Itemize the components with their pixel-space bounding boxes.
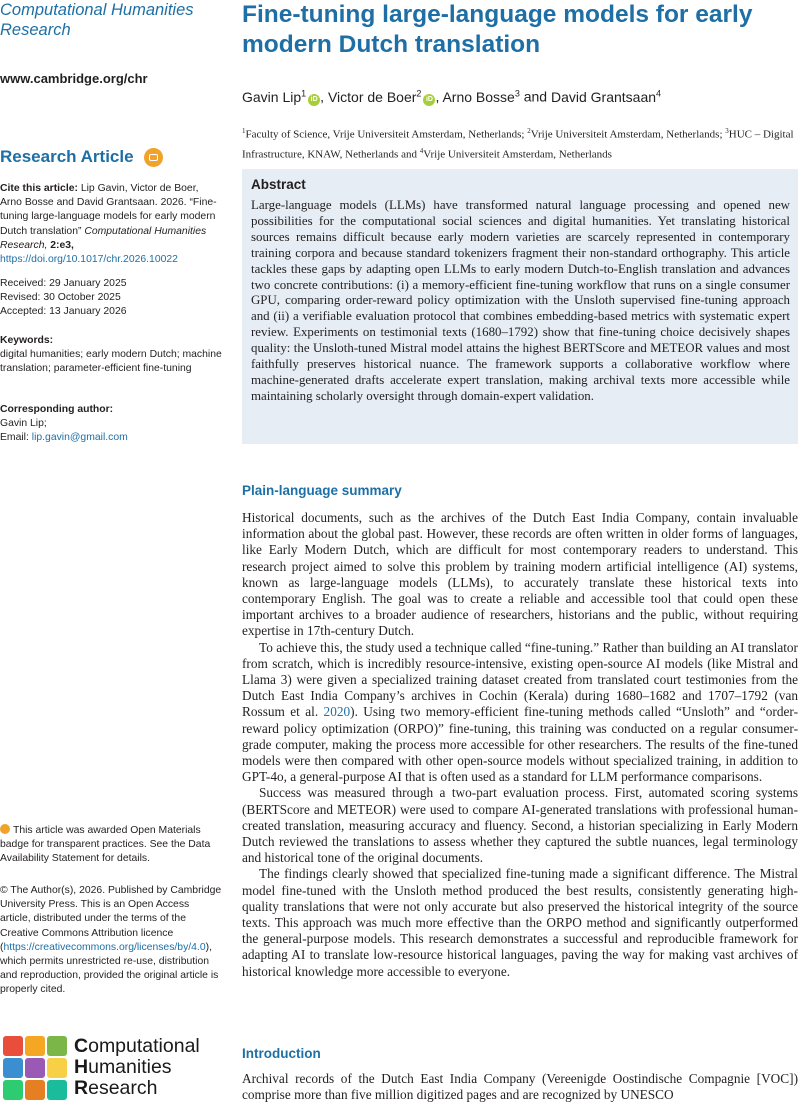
author-2[interactable]: Victor de Boer$^2$: [327, 88, 422, 105]
pls-paragraph-4: The findings clearly showed that specialized fine-tuning made a significant difference. The Mistral model fine-tuned with the Unsloth method produced the best results, consistently generating high-quality translations that were not only accurate but also preserved the historical integrity of the source texts. This approach was much more effective than the ORPO method and significantly outperformed the general-purpose models. This research demonstrates a successful and reproducible framework for adapting AI to translate low-resource historical languages, paving the way for making vast archives of historical knowledge more accessible to everyone.: [242, 866, 798, 979]
introduction-body: [242, 1071, 798, 1103]
logo-tile: [3, 1058, 23, 1078]
orcid-icon[interactable]: iD: [423, 94, 435, 106]
author-4[interactable]: David Grantsaan$^4$: [550, 88, 662, 105]
citation-link[interactable]: 2020: [323, 704, 351, 720]
orcid-icon[interactable]: iD: [308, 94, 320, 106]
sidebar: [0, 0, 222, 1106]
logo-tile: [47, 1058, 67, 1078]
introduction-heading: Introduction: [242, 1046, 321, 1061]
abstract-text: Large-language models (LLMs) have transformed natural language processing and opened new possibilities for the computational social sciences and digital humanities. Yet translating historical sources remains difficult because early modern varieties are scarcely represented in contemporary training corpora and because standard tokenizers fragment their non-standard orthography. This article tackles these gaps by adapting open LLMs to early modern Dutch-to-English translation and advances two concrete contributions: (i) a memory-efficient fine-tuning workflow that runs on a single consumer GPU, comparing order-reward policy optimization with the Unsloth supervised fine-tuning approach and (ii) a verifiable evaluation protocol that combines embedding-based metrics with systematic expert review. Experiments on testimonial texts (1680–1792) show that fine-tuning choice decisively shapes quality: the Unsloth-tuned Mistral model attains the highest BERTScore and METEOR values and most faithfully preserves historical nuance. The framework supports a collaborative workflow where machine-generated drafts accelerate expert translation, making archival texts more accessible while maintaining scholarly oversight through domain-expert validation.: [251, 198, 790, 403]
corresponding-name: Gavin Lip;: [0, 418, 47, 430]
intro-paragraph-1: Archival records of the Dutch East India Company (Vereenigde Oostindische Compagnie [VOC]) comprise more than five million digitized pages and are recognized by UNESCO: [242, 1071, 798, 1103]
pls-paragraph-3: Success was measured through a two-part evaluation process. First, automated scoring systems (BERTScore and METEOR) were used to compare AI-generated translations with professional human-created translation, measuring accuracy and fluency. Second, a historian specializing in Early Modern Dutch reviewed the translations to assess whether they captured the subtle nuances, legal terminology and historical tone of the original documents.: [242, 785, 798, 866]
abstract-heading: Abstract: [251, 177, 306, 192]
article-type-label: Research Article: [0, 147, 134, 166]
cite-journal: Computational Humanities Research,: [0, 225, 207, 251]
logo-tile: [25, 1058, 45, 1078]
logo-tile: [3, 1080, 23, 1100]
keywords-label: Keywords:: [0, 335, 54, 346]
author-1[interactable]: Gavin Lip$^1$: [242, 88, 307, 105]
accepted-date: Accepted: 13 January 2026: [0, 306, 127, 318]
plain-language-summary-heading: Plain-language summary: [242, 483, 402, 498]
logo-text: Computational Humanities Research: [74, 1035, 200, 1099]
cite-doi-link[interactable]: https://doi.org/10.1017/chr.2026.10022: [0, 254, 178, 266]
corresponding-block: [0, 403, 222, 446]
revised-date: Revised: 30 October 2025: [0, 292, 121, 304]
email-label: Email:: [0, 432, 29, 444]
badge-note: [0, 824, 222, 867]
affiliations: $^1$Faculty of Science, Vrije Universiteit Amsterdam, Netherlands; $^2$Vrije Universiteit Amsterdam, Netherlands; $^3$HUC – Digital Infrastructure, KNAW, Netherlands and $^4$Vrije Universiteit Amsterdam, Netherlands: [242, 127, 794, 161]
copyright-block: [0, 884, 222, 998]
logo-tile: [47, 1036, 67, 1056]
logo-tile: [25, 1080, 45, 1100]
open-materials-badge-icon[interactable]: [144, 148, 163, 167]
email-link[interactable]: lip.gavin@gmail.com: [31, 432, 128, 444]
cite-label: Cite this article:: [0, 183, 78, 194]
badge-note-text: This article was awarded Open Materials badge for transparent practices. See the Data Availability Statement for details.: [0, 825, 211, 865]
keywords-block: [0, 334, 222, 377]
journal-url[interactable]: www.cambridge.org/chr: [0, 71, 148, 86]
pls-paragraph-1: Historical documents, such as the archives of the Dutch East India Company, contain invaluable information about the global past. However, these records are often written in older forms of languages, like Early Modern Dutch, which are difficult for most contemporary readers to understand. This research project aimed to solve this problem by training modern artificial intelligence (AI) systems, known as large-language models (LLMs), to accurately translate these historical texts into contemporary English. The goal was to create a reliable and accessible tool that could open these important archives to a broader audience of researchers, historians and the public, without requiring expertise in 17th-century Dutch.: [242, 510, 798, 639]
journal-logo: [0, 1033, 222, 1103]
logo-tile: [3, 1036, 23, 1056]
logo-tile: [47, 1080, 67, 1100]
pls-paragraph-2: To achieve this, the study used a technique called “fine-tuning.” Rather than building an AI translator from scratch, which is incredibly resource-intensive, existing open-source AI models (like Mistral and Llama 3) were given a specialized training dataset created from translated court testimonies from the Dutch East India Company’s archives in Cochin (Kerala) during 1680–1682 and 1707–1792 (van Rossum et al. 2020). Using two memory-efficient fine-tuning methods called “Unsloth” and “order-reward policy optimization (ORPO)” fine-tuning, this training was conducted on a regular consumer-grade computer, making the process more accessible for other researchers. The results of the fine-tuned models were then compared with other open-source models without specialized training, in addition to GPT-4o, a general-purpose AI that is often used as a standard for LLM performance comparisons.: [242, 639, 798, 785]
journal-name[interactable]: Computational Humanities Research: [0, 1, 194, 39]
author-3[interactable]: Arno Bosse$^3$: [442, 88, 520, 105]
received-date: Received: 29 January 2025: [0, 278, 127, 289]
keywords-list: digital humanities; early modern Dutch; machine translation; parameter-efficient fine-tuning: [0, 349, 222, 375]
copyright-text-1: © The Author(s), 2026. Published by Cambridge University Press. This is an Open Access article, distributed under the terms of the Creative Commons Attribution licence (: [0, 885, 222, 953]
corresponding-label: Corresponding author:: [0, 404, 114, 415]
cite-volume: 2:e3,: [50, 239, 74, 251]
plain-language-summary: [242, 510, 798, 980]
citation-block: [0, 182, 222, 267]
license-link[interactable]: https://creativecommons.org/licenses/by/4.0: [3, 941, 206, 953]
copyright-text-2: ), which permits unrestricted re-use, distribution and reproduction, provided the original article is properly cited.: [0, 941, 219, 996]
author-list: Gavin Lip$^1$iD , Victor de Boer$^2$iD , Arno Bosse$^3$ and David Grantsaan$^4$: [242, 88, 662, 105]
abstract-box: [242, 169, 798, 444]
logo-tile: [25, 1036, 45, 1056]
cite-text: Lip Gavin, Victor de Boer, Arno Bosse and David Grantsaan. 2026. “Fine-tuning large-language models for early modern Dutch translation”: [0, 183, 217, 237]
logo-mark-icon: [3, 1036, 67, 1100]
article-type: [0, 147, 163, 167]
dates-block: [0, 277, 222, 320]
article-title: Fine-tuning large-language models for early modern Dutch translation: [242, 1, 753, 58]
open-materials-small-icon: [0, 824, 10, 834]
